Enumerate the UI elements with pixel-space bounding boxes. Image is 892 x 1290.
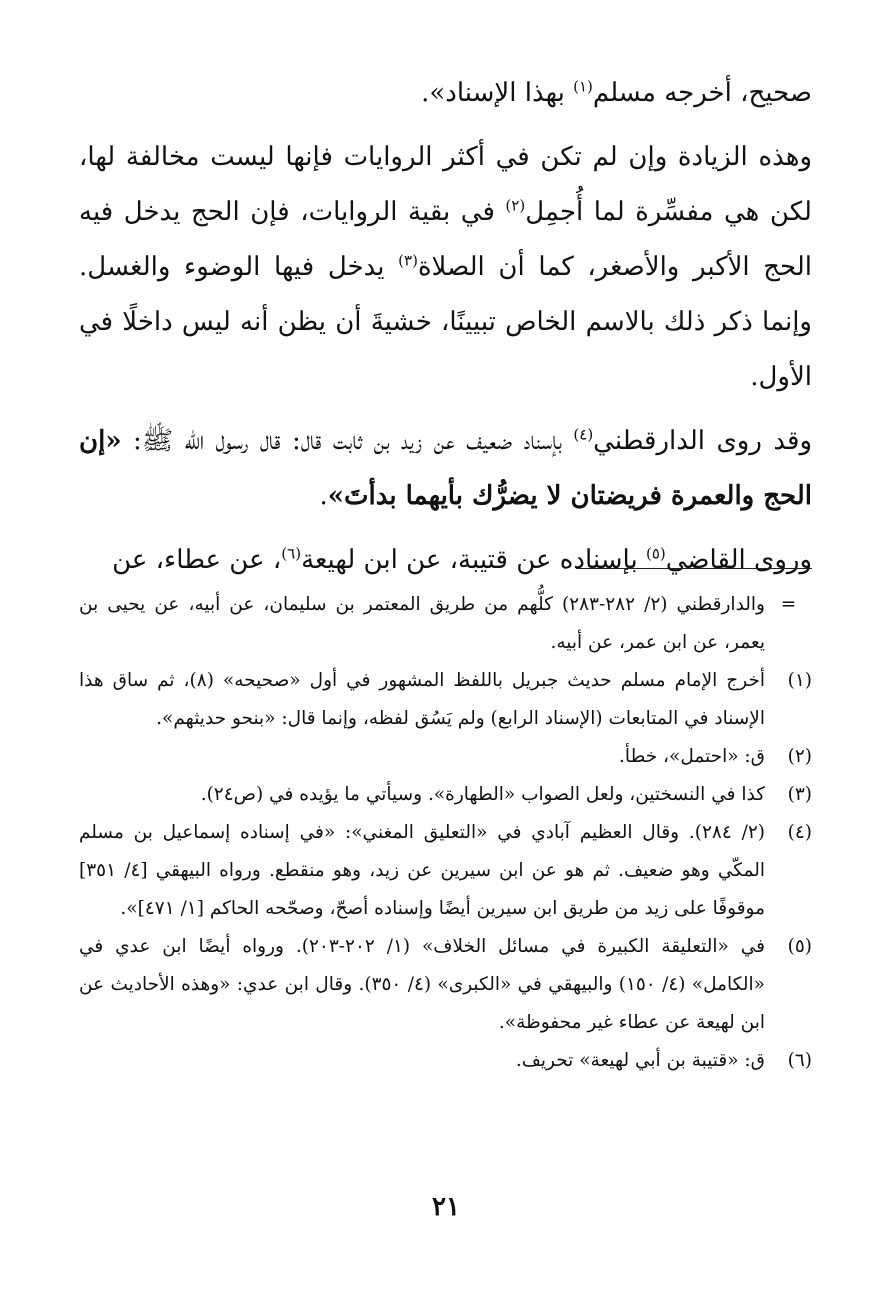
- footnotes: [79, 586, 812, 1080]
- footnote-reference: (٦): [281, 544, 302, 563]
- footnote: [79, 738, 812, 776]
- footnote-reference: (٣): [398, 251, 418, 270]
- footnote-reference: (١): [573, 77, 593, 96]
- footnote: [79, 814, 812, 928]
- footnote-text: والدارقطني (٢/ ٢٨٢-٢٨٣) كلُّهم من طريق المعتمر بن سليمان، عن أبيه، عن يحيى بن يعمر، عن ابن عمر، عن أبيه.: [79, 594, 765, 653]
- footnote-number: (٣): [787, 784, 812, 805]
- footnote: [79, 928, 812, 1042]
- text-run: بإسناد ضعيف عن زيد بن ثابت قال: قال رسول الله ﷺ:: [121, 426, 574, 456]
- footnote-separator: [576, 568, 812, 569]
- main-text: [79, 66, 812, 588]
- footnote-text: ق: «قتيبة بن أبي لهيعة» تحريف.: [515, 1050, 765, 1071]
- footnote-number: =: [780, 594, 797, 615]
- footnote: [79, 1042, 812, 1080]
- footnote-number: (١): [787, 670, 812, 691]
- footnote-reference: (٥): [645, 544, 666, 563]
- footnote-reference: (٢): [505, 196, 526, 215]
- body-paragraph: [79, 66, 812, 121]
- text-run: صحيح، أخرجه مسلم: [592, 78, 812, 108]
- footnote-text: (٢/ ٢٨٤). وقال العظيم آبادي في «التعليق المغني»: «في إسناده إسماعيل بن مسلم المكّي وهو ضعيف. ثم هو عن ابن سيرين عن زيد، وهو منقطع. ورواه البيهقي [٤/ ٣٥١] موقوفًا على زيد من طريق ابن سيرين أيضًا وإسناده أصحّ، وصحّحه الحاكم [١/ ٤٧١]».: [79, 822, 765, 919]
- text-run: ، عن عطاء، عن: [112, 545, 282, 575]
- page-number: ٢١: [432, 1192, 460, 1222]
- text-run: وهذه الزيادة وإن لم تكن في أكثر الروايات فإنها ليست مخالفة لها، لكن هي مفسِّرة لما أُجمِل: [79, 142, 812, 227]
- body-paragraph: [79, 414, 812, 524]
- footnote: [79, 776, 812, 814]
- footnote-text: كذا في النسختين، ولعل الصواب «الطهارة». وسيأتي ما يؤيده في (ص٢٤).: [200, 784, 765, 805]
- footnote-text: أخرج الإمام مسلم حديث جبريل باللفظ المشهور في أول «صحيحه» (٨)، ثم ساق هذا الإسناد في المتابعات (الإسناد الرابع) ولم يَسُق لفظه، وإنما قال: «بنحو حديثهم».: [79, 670, 766, 729]
- footnote: [79, 662, 812, 738]
- footnote-number: (٤): [787, 822, 812, 843]
- text-run: .: [319, 481, 328, 511]
- footnote-text: في «التعليقة الكبيرة في مسائل الخلاف» (١/ ٢٠٢-٢٠٣). ورواه أيضًا ابن عدي في «الكامل» (٤/ ١٥٠) والبيهقي في «الكبرى» (٤/ ٣٥٠). وقال ابن عدي: «وهذه الأحاديث عن ابن لهيعة عن عطاء غير محفوظة».: [79, 936, 765, 1033]
- body-paragraph: [79, 533, 812, 588]
- text-run: بهذا الإسناد».: [421, 78, 574, 108]
- text-run: يدخل فيها الوضوء والغسل. وإنما ذكر ذلك بالاسم الخاص تبيينًا، خشيةَ أن يظن أنه ليس داخلًا في الأول.: [79, 252, 812, 392]
- text-run: وروى القاضي: [665, 545, 812, 575]
- text-run: في بقية الروايات، فإن الحج يدخل فيه الحج الأكبر والأصغر، كما أن الصلاة: [79, 197, 812, 282]
- hadith-quote: «إن الحج والعمرة فريضتان لا يضرُّك بأيهما بدأتَ»: [79, 426, 812, 511]
- footnote-number: (٦): [787, 1050, 812, 1071]
- footnote-number: (٥): [787, 936, 812, 957]
- footnote-reference: (٤): [573, 425, 594, 444]
- text-run: وقد روى الدارقطني: [593, 426, 812, 456]
- body-paragraph: [79, 130, 812, 405]
- text-run: بإسناده عن قتيبة، عن ابن لهيعة: [301, 545, 646, 575]
- footnote-number: (٢): [787, 746, 812, 767]
- footnote-text: ق: «احتمل»، خطأ.: [619, 746, 765, 767]
- footnote: [79, 586, 812, 662]
